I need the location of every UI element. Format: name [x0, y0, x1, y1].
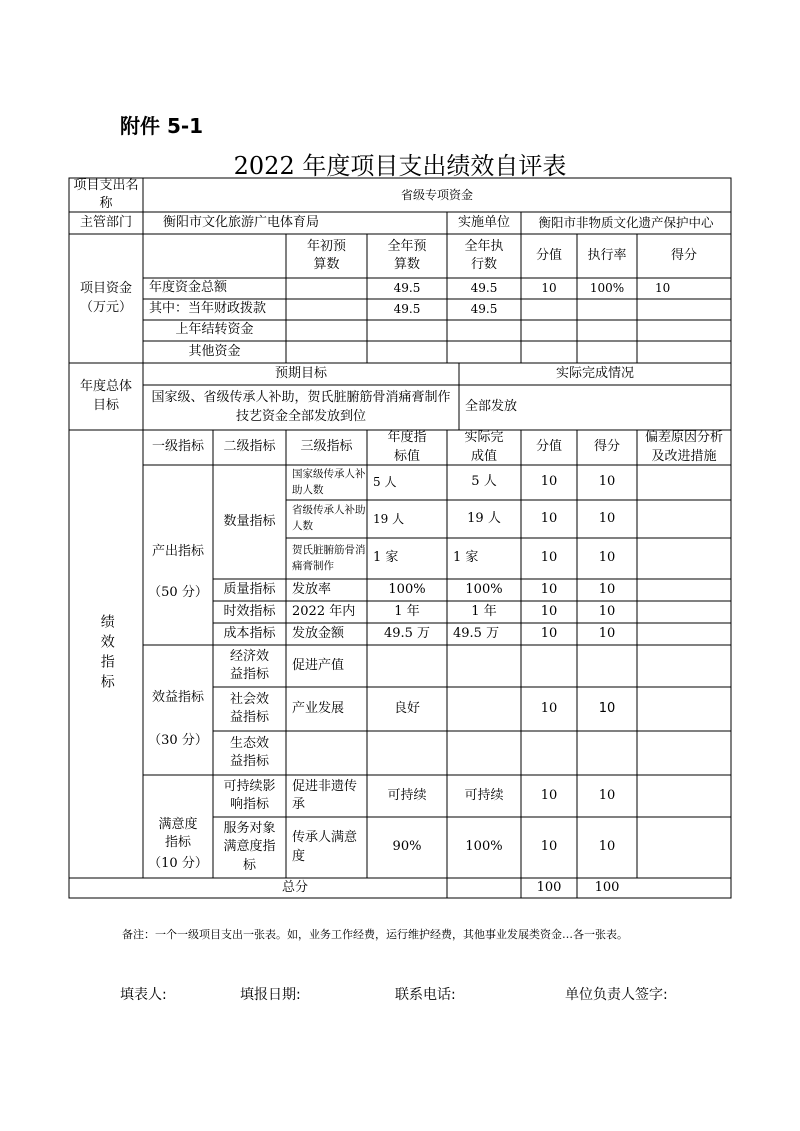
ind-header-level1: 一级指标 — [151, 439, 204, 455]
ind-ecological-label: 生态效益指标 — [229, 735, 269, 769]
ind-row-actual: 19 人 — [467, 510, 501, 526]
ind-row-target: 19 人 — [373, 511, 405, 526]
ind-row-target: 良好 — [393, 700, 420, 716]
ind-benefit-label: 效益指标 — [151, 689, 204, 705]
ind-row-actual: 100% — [465, 839, 503, 855]
impl-label: 实施单位 — [457, 214, 510, 230]
ind-row-score-value: 10 — [540, 603, 558, 619]
ind-row-level3: 省级传承人补助人数 — [292, 504, 366, 532]
funds-total-rate: 100% — [589, 281, 625, 296]
ind-row-actual: 1 家 — [453, 550, 479, 566]
ind-service-label: 服务对象满意度指标 — [223, 821, 276, 873]
footer-date: 填报日期: — [240, 987, 301, 1003]
ind-row-score: 10 — [598, 625, 616, 641]
ind-row-target: 1 家 — [373, 550, 399, 566]
ind-row-actual: 1 年 — [471, 603, 497, 619]
ind-row-actual: 100% — [465, 581, 503, 597]
footer-filler: 填表人: — [120, 987, 167, 1003]
indicators-label: 绩效指标 — [98, 614, 115, 694]
funds-fiscal-annual: 49.5 — [393, 302, 421, 317]
goals-actual-header: 实际完成情况 — [555, 365, 634, 381]
goals-label: 年度总体目标 — [79, 379, 132, 413]
funds-total-exec: 49.5 — [470, 281, 498, 296]
funds-col-rate: 执行率 — [587, 247, 627, 263]
ind-economic-label: 经济效益指标 — [229, 648, 269, 682]
dept-value: 衡阳市文化旅游广电体育局 — [163, 214, 320, 230]
ind-sustain-label: 可持续影响指标 — [223, 778, 276, 812]
ind-row-level3: 促进非遗传承 — [292, 778, 358, 812]
funds-other-label: 其他资金 — [188, 343, 241, 359]
funds-total-score-value: 10 — [541, 281, 557, 296]
ind-header-level3: 三级指标 — [300, 439, 353, 455]
ind-header-score: 得分 — [593, 439, 620, 455]
ind-row-score: 10 — [598, 474, 616, 490]
ind-row-level3: 产业发展 — [292, 700, 345, 716]
ind-row-level3: 促进产值 — [292, 657, 345, 673]
project-name-label: 项目支出名称 — [73, 177, 139, 211]
ind-row-score-value: 10 — [540, 625, 558, 641]
funds-col-score: 得分 — [670, 247, 697, 263]
ind-header-score-value: 分值 — [535, 439, 562, 455]
ind-benefit-points: （30 分） — [148, 732, 208, 748]
footer-phone: 联系电话: — [395, 987, 456, 1003]
ind-row-target: 5 人 — [373, 475, 397, 490]
ind-row-score-value: 10 — [540, 474, 558, 490]
ind-cost-label: 成本指标 — [223, 625, 276, 641]
ind-row-level3: 国家级传承人补助人数 — [292, 467, 366, 496]
ind-row-target: 1 年 — [394, 603, 420, 619]
attachment-label: 附件 5-1 — [120, 114, 204, 138]
ind-row-target: 100% — [388, 581, 426, 597]
ind-row-score: 10 — [598, 839, 616, 855]
ind-row-score-value: 10 — [540, 550, 558, 566]
page-title: 2022 年度项目支出绩效自评表 — [233, 152, 567, 180]
project-name-value: 省级专项资金 — [400, 187, 473, 202]
ind-row-score-value: 10 — [540, 700, 558, 716]
ind-satisfaction-label: 满意度指标 — [158, 816, 198, 850]
note-text: 备注：一个一级项目支出一张表。如，业务工作经费，运行维护经费，其他事业发展类资金…各一张表。 — [122, 928, 628, 941]
funds-total-score: 10 — [655, 281, 671, 296]
ind-row-target: 49.5 万 — [383, 625, 431, 641]
ind-timeliness-label: 时效指标 — [223, 603, 276, 619]
ind-row-score: 10 — [598, 550, 616, 566]
ind-quality-label: 质量指标 — [223, 581, 276, 597]
ind-social-label: 社会效益指标 — [229, 691, 269, 725]
ind-row-actual: 49.5 万 — [453, 625, 500, 641]
ind-row-actual: 5 人 — [471, 474, 497, 490]
funds-col-annual: 全年预算数 — [387, 238, 427, 272]
ind-row-score: 10 — [598, 603, 616, 619]
ind-row-level3: 传承人满意度 — [292, 830, 358, 864]
funds-col-score-value: 分值 — [535, 247, 562, 263]
ind-row-target: 可持续 — [387, 787, 427, 803]
goals-expected-text: 国家级、省级传承人补助，贺氏脏腑筋骨消痛膏制作技艺资金全部发放到位 — [151, 390, 451, 424]
ind-header-target: 年度指标值 — [387, 430, 427, 464]
total-score: 100 — [594, 879, 620, 895]
funds-label: 项目资金（万元） — [79, 281, 132, 315]
funds-total-annual: 49.5 — [393, 281, 421, 296]
ind-output-label: 产出指标 — [151, 543, 204, 559]
footer-signature: 单位负责人签字: — [565, 987, 668, 1003]
ind-row-score-value: 10 — [540, 510, 558, 526]
total-label: 总分 — [281, 879, 308, 895]
ind-satisfaction-points: （10 分） — [148, 855, 208, 871]
total-score-value: 100 — [536, 879, 562, 895]
ind-header-level2: 二级指标 — [223, 439, 276, 455]
ind-row-score-value: 10 — [540, 581, 558, 597]
impl-value: 衡阳市非物质文化遗产保护中心 — [538, 215, 714, 231]
ind-row-score: 10 — [598, 787, 616, 803]
ind-output-points: （50 分） — [148, 584, 208, 600]
funds-col-initial: 年初预算数 — [306, 238, 346, 272]
ind-header-deviation: 偏差原因分析及改进措施 — [644, 430, 723, 464]
ind-row-score: 10 — [598, 581, 616, 597]
ind-row-level3: 贺氏脏腑筋骨消痛膏制作 — [292, 543, 366, 572]
goals-expected-header: 预期目标 — [274, 365, 327, 381]
dept-label: 主管部门 — [79, 214, 132, 230]
ind-row-level3: 2022 年内 — [292, 603, 356, 619]
ind-row-score-value: 10 — [540, 787, 558, 803]
funds-col-exec: 全年执行数 — [464, 238, 504, 272]
funds-fiscal-label: 其中：当年财政拨款 — [149, 301, 267, 317]
funds-total-label: 年度资金总额 — [149, 280, 228, 296]
funds-fiscal-exec: 49.5 — [470, 302, 498, 317]
ind-row-actual: 可持续 — [464, 787, 504, 803]
ind-row-score: 10 — [598, 510, 616, 526]
ind-header-actual: 实际完成值 — [464, 430, 504, 464]
ind-quantity-label: 数量指标 — [223, 513, 276, 529]
ind-row-score-value: 10 — [540, 839, 558, 855]
ind-row-level3: 发放金额 — [292, 625, 345, 641]
ind-row-score: 10 — [598, 700, 616, 716]
goals-actual-text: 全部发放 — [465, 399, 518, 415]
funds-carryover-label: 上年结转资金 — [175, 322, 254, 338]
ind-row-level3: 发放率 — [292, 581, 332, 597]
ind-row-target: 90% — [392, 839, 422, 855]
